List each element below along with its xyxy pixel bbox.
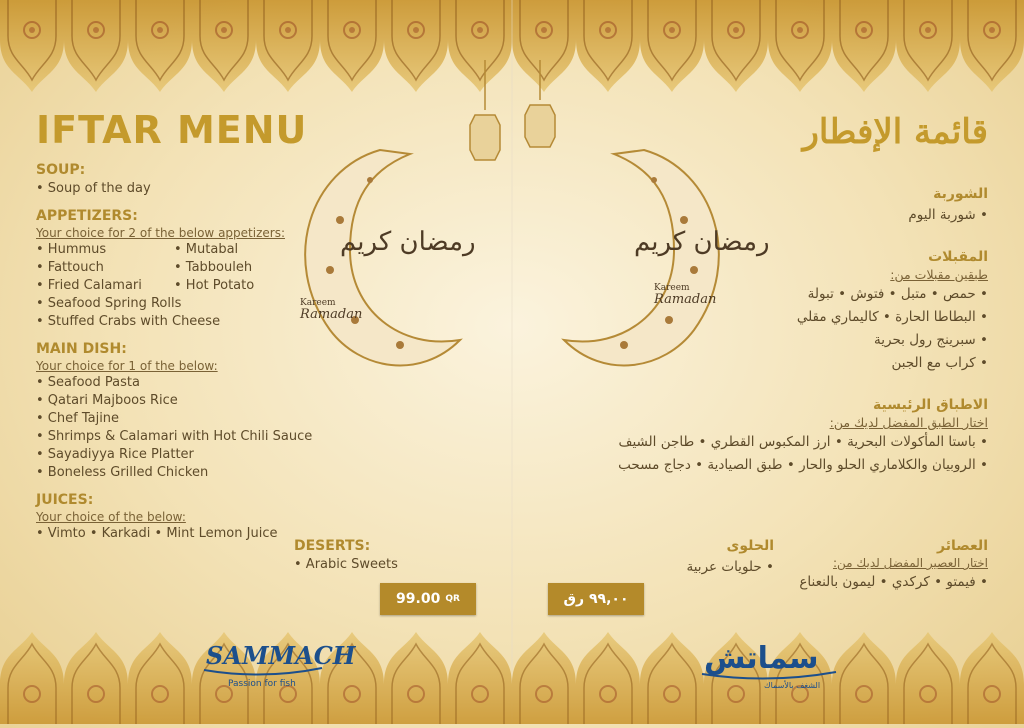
arabic-main-heading: الاطباق الرئيسية (873, 397, 988, 413)
arabic-main-item: • باستا المأكولات البحرية • ارز المكبوس القطري • طاجن الشيف (618, 434, 988, 450)
main-dish-item: • Boneless Grilled Chicken (36, 465, 209, 480)
appetizer-item: • Tabbouleh (174, 260, 253, 275)
price-currency: QR (445, 594, 460, 604)
arabic-price-value: ٩٩,٠٠ رق (563, 591, 629, 607)
deserts-heading: DESERTS: (294, 538, 371, 554)
soup-item: • Soup of the day (36, 181, 151, 196)
juices-item: • Vimto • Karkadi • Mint Lemon Juice (36, 526, 278, 541)
price-tag-english (380, 583, 476, 615)
main-dish-item: • Sayadiyya Rice Platter (36, 447, 194, 462)
deserts-item: • Arabic Sweets (294, 557, 398, 572)
menu-title: IFTAR MENU (36, 108, 308, 152)
arabic-appetizer-item: • حمص • متبل • فتوش • تبولة (807, 286, 988, 302)
logo-en-tagline: Passion for fish (228, 679, 296, 689)
english-menu (36, 108, 316, 543)
main-dish-item: • Shrimps & Calamari with Hot Chili Sauce (36, 429, 313, 444)
emblem-calligraphy-right: رمضان كريم (634, 227, 770, 257)
logo-ar-name: سماتش (704, 641, 819, 676)
arabic-soup-heading: الشوربة (933, 186, 988, 202)
juices-note: Your choice of the below: (36, 510, 186, 524)
emblem-calligraphy-left: رمضان كريم (340, 227, 476, 257)
main-dish-item: • Qatari Majboos Rice (36, 393, 178, 408)
arabic-juices (738, 528, 988, 594)
main-dish-heading: MAIN DISH: (36, 341, 127, 357)
arabic-main-note: اختار الطبق المفضل لديك من: (829, 415, 988, 430)
arabic-deserts-item: • حلويات عربية (686, 559, 774, 575)
appetizer-item: • Fattouch (36, 260, 104, 275)
arabic-appetizers-heading: المقبلات (928, 249, 988, 265)
arabic-appetizer-item: • البطاطا الحارة • كاليماري مقلي (796, 309, 988, 325)
arabic-appetizers-note: طبقين مقبلات من: (890, 267, 988, 282)
arabic-deserts-heading: الحلوى (726, 538, 774, 554)
appetizer-item: • Hot Potato (174, 278, 255, 293)
price-tag-arabic (548, 583, 644, 615)
juices-heading: JUICES: (36, 492, 94, 508)
arabic-appetizer-item: • كراب مع الجبن (891, 355, 988, 371)
arabic-menu-title: قائمة الإفطار (802, 112, 988, 152)
main-dish-note: Your choice for 1 of the below: (36, 359, 218, 373)
appetizers-note: Your choice for 2 of the below appetizers: (36, 226, 285, 240)
appetizer-item: • Fried Calamari (36, 278, 142, 293)
appetizers-grid (36, 241, 316, 295)
arabic-soup-item: • شوربة اليوم (908, 207, 988, 223)
ornamental-bottom-border (0, 628, 1024, 724)
arabic-appetizer-item: • سبرينج رول بحرية (874, 332, 988, 348)
arabic-deserts (664, 528, 774, 579)
appetizers-heading: APPETIZERS: (36, 208, 138, 224)
appetizer-item: • Hummus (36, 242, 107, 257)
logo-en-name: SAMMACH (206, 641, 356, 670)
main-dish-item: • Chef Tajine (36, 411, 120, 426)
appetizer-item: • Mutabal (174, 242, 239, 257)
arabic-juices-note: اختار العصير المفضل لديك من: (832, 556, 988, 570)
sammach-logo-english (198, 628, 356, 694)
arabic-main-item: • الروبيان والكلاماري الحلو والحار • طبق الصيادية • دجاج مسحب (618, 457, 988, 473)
main-dish-item: • Seafood Pasta (36, 375, 140, 390)
price-value: 99.00 (396, 591, 441, 607)
appetizer-item: • Seafood Spring Rolls (36, 296, 182, 311)
arabic-juices-item: • فيمتو • كركدي • ليمون بالنعناع (799, 574, 988, 590)
arabic-juices-heading: العصائر (937, 538, 988, 554)
soup-heading: SOUP: (36, 162, 86, 178)
logo-ar-tagline: الشغف بالأسماك (764, 681, 821, 690)
emblem-caption-right: Ramadan (654, 292, 717, 307)
sammach-logo-arabic (694, 628, 844, 694)
emblem-caption-small-left: Kareem (300, 298, 336, 308)
appetizer-item: • Stuffed Crabs with Cheese (36, 314, 221, 329)
english-deserts (294, 528, 454, 574)
arabic-menu (548, 176, 988, 477)
emblem-caption-left: Ramadan (300, 307, 363, 322)
emblem-caption-small-right: Kareem (654, 283, 690, 293)
